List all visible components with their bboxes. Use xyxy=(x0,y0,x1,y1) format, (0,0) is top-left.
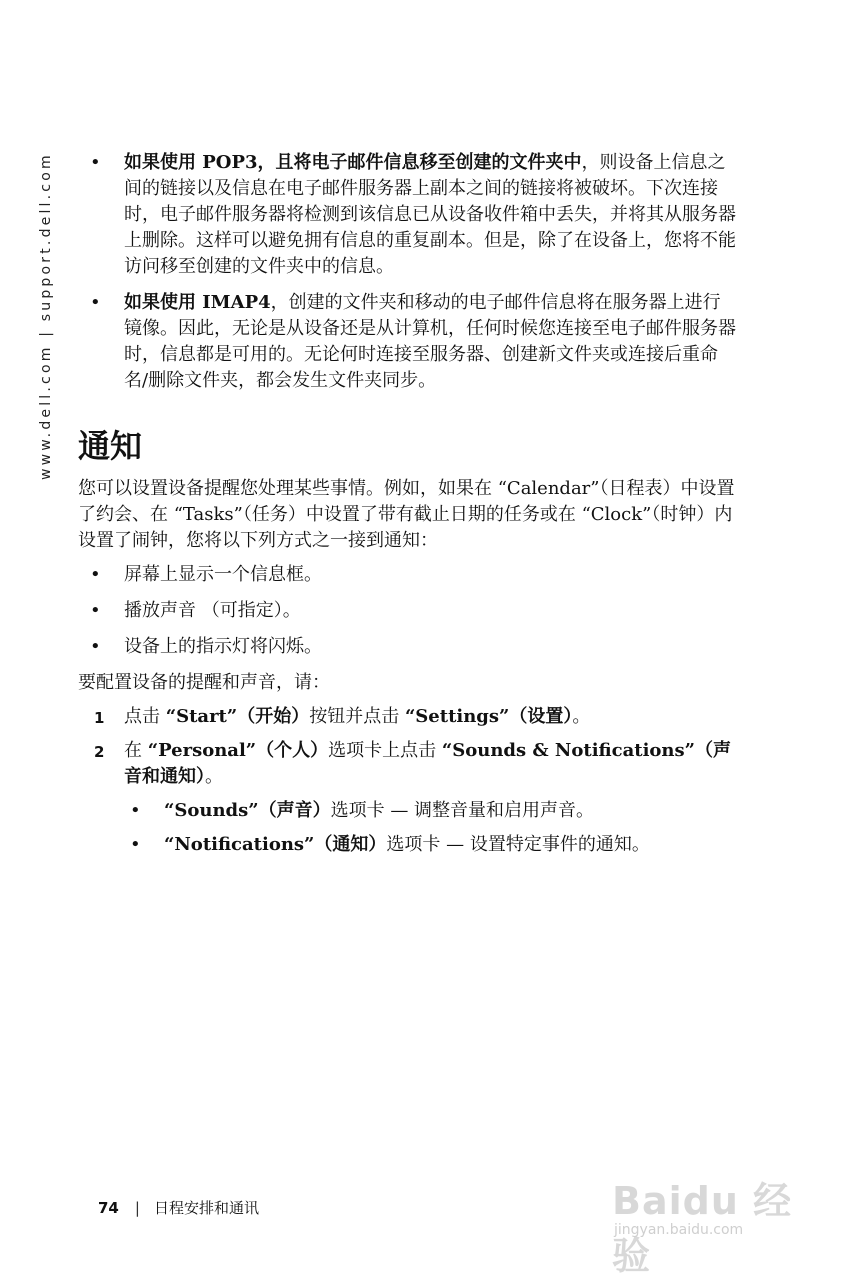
step-2: 2 在 “Personal”（个人）选项卡上点击 “Sounds & Notifications”（声音和通知）。 xyxy=(94,740,731,787)
bullet-text: ，则设备上信息之间的链接以及信息在电子邮件服务器上副本之间的链接将被破坏。下次连接时，电子邮件服务器将检测到该信息已从设备收件箱中丢失，并将其从服务器上删除。这样可以避免拥有信息的重复副本。但是，除了在设备上，您将不能访问移至创建的文件夹中的信息。 xyxy=(124,152,736,277)
step-1: 1 点击 “Start”（开始）按钮并点击 “Settings”（设置）。 xyxy=(78,704,738,730)
sidebar-url: www.dell.com | support.dell.com xyxy=(38,152,54,480)
list-item xyxy=(78,562,738,588)
bullet-icon: • xyxy=(90,636,101,657)
bullet-icon: • xyxy=(90,292,101,313)
notify-item: 设备上的指示灯将闪烁。 xyxy=(124,636,322,657)
sub-list-item: • “Sounds”（声音）选项卡 — 调整音量和启用声音。 xyxy=(78,798,738,824)
intro-paragraph: 您可以设置设备提醒您处理某些事情。例如，如果在 “Calendar”（日程表）中设置了约会、在 “Tasks”（任务）中设置了带有截止日期的任务或在 “Clock”（时钟）内设置了闹钟，您将以下列方式之一接到通知： xyxy=(78,478,735,551)
bullet-lead: 如果使用 POP3，且将电子邮件信息移至创建的文件夹中 xyxy=(124,152,582,173)
list-item xyxy=(78,290,738,394)
bullet-icon: • xyxy=(130,800,141,821)
watermark-logo: Baidu 经验 xyxy=(612,1179,793,1278)
notify-item: 播放声音 （可指定）。 xyxy=(124,600,301,621)
page-footer xyxy=(98,1197,259,1218)
list-item xyxy=(78,598,738,624)
step-number: 2 xyxy=(94,743,105,761)
page-content xyxy=(78,150,738,866)
bullet-lead: 如果使用 IMAP4 xyxy=(124,292,271,313)
watermark xyxy=(612,1150,812,1278)
watermark-url: jingyan.baidu.com xyxy=(614,1222,744,1238)
bullet-icon: • xyxy=(90,564,101,585)
notify-item: 屏幕上显示一个信息框。 xyxy=(124,564,322,585)
chapter-title: 日程安排和通讯 xyxy=(153,1199,259,1217)
list-item xyxy=(78,634,738,660)
step-number: 1 xyxy=(94,709,105,727)
footer-separator: | xyxy=(134,1199,140,1217)
section-title: 通知 xyxy=(78,427,143,465)
page-number: 74 xyxy=(98,1199,119,1217)
sub-list-item: • “Notifications”（通知）选项卡 — 设置特定事件的通知。 xyxy=(78,832,738,858)
bullet-icon: • xyxy=(90,152,101,173)
bullet-icon: • xyxy=(90,600,101,621)
config-intro: 要配置设备的提醒和声音，请： xyxy=(78,672,330,693)
list-item xyxy=(78,150,738,280)
bullet-text: ，创建的文件夹和移动的电子邮件信息将在服务器上进行镜像。因此，无论是从设备还是从计算机，任何时候您连接至电子邮件服务器时，信息都是可用的。无论何时连接至服务器、创建新文件夹或连接后重命名/删除文件夹，都会发生文件夹同步。 xyxy=(124,292,736,391)
bullet-icon: • xyxy=(130,834,141,855)
